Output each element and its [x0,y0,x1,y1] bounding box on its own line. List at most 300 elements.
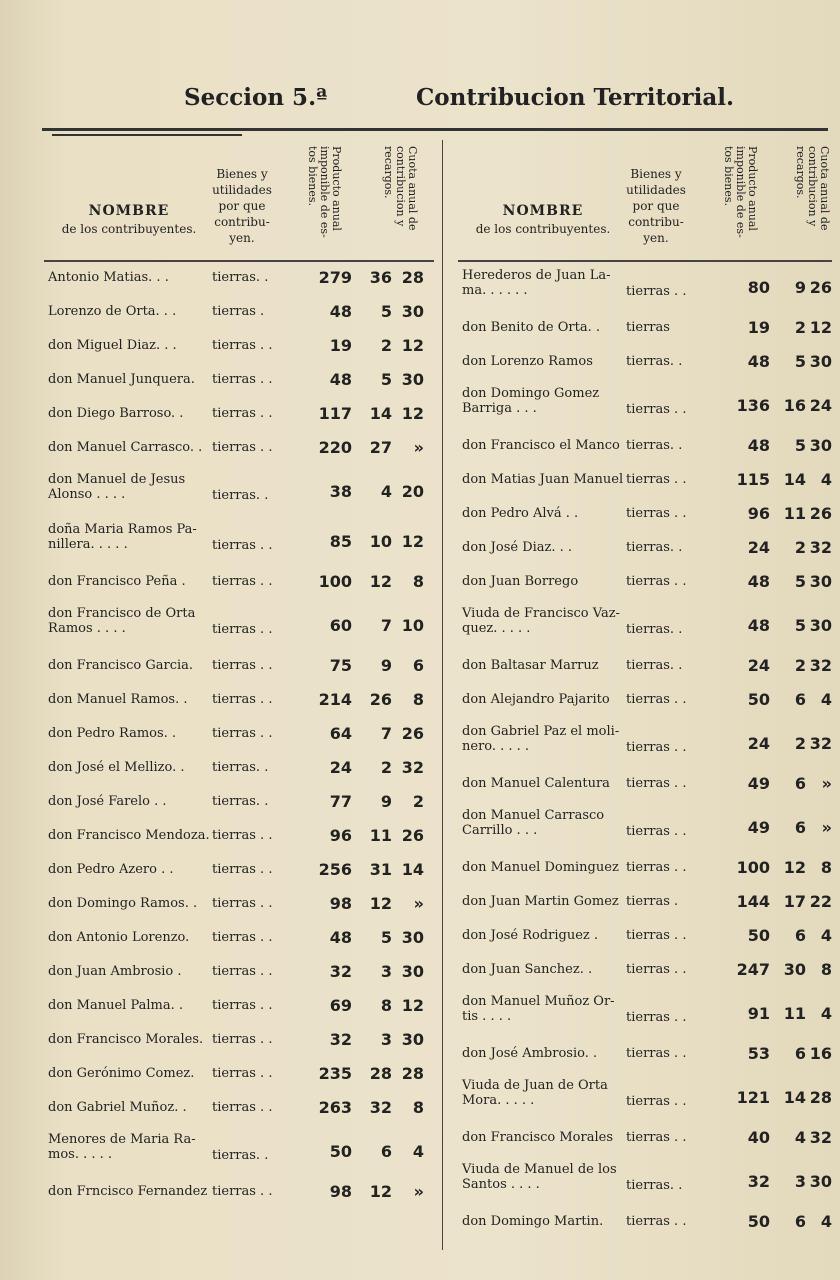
producto-value: 48 [747,572,770,591]
bienes-value: tierras . . [626,1214,687,1229]
cuota-reales: 31 [369,860,392,879]
bienes-value: tierras. . [626,658,683,673]
table-row [44,786,434,820]
table-row [44,364,434,398]
bienes-value: tierras . . [212,862,273,877]
bienes-value: tierras . . [212,1032,273,1047]
contributor-name: Menores de Maria Ra-mos. . . . . [48,1132,196,1162]
cuota-reales: 14 [783,1088,806,1107]
cuota-maravedis: » [821,774,832,793]
bienes-value: tierras . . [626,962,687,977]
table-row [44,330,434,364]
page-header [0,80,840,120]
contributor-name: don José Farelo . . [48,794,167,809]
cuota-reales: 8 [380,996,392,1015]
cuota-maravedis: 32 [401,758,424,777]
table-row [458,600,832,650]
header-cuota: Cuota anual de contribucion y recargos. [794,146,831,231]
producto-value: 64 [329,724,352,743]
cuota-reales: 6 [794,818,806,837]
producto-value: 214 [318,690,352,709]
producto-value: 98 [329,894,352,913]
header-nombre [458,202,628,238]
contributor-name: don José Rodriguez . [462,928,598,943]
header-producto: Producto anual imponible de es-tos bienes. [306,146,343,238]
table-row [458,430,832,464]
header-producto: Producto anual imponible de es-tos bienes. [722,146,759,238]
producto-value: 75 [329,656,352,675]
cuota-reales: 11 [783,504,806,523]
bienes-value: tierras . . [212,1066,273,1081]
bienes-value: tierras . . [212,1100,273,1115]
cuota-reales: 7 [380,724,392,743]
cuota-reales: 11 [783,1004,806,1023]
table-row [44,1092,434,1126]
cuota-maravedis: 4 [820,690,832,709]
bienes-value: tierras . . [212,828,273,843]
producto-value: 98 [329,1182,352,1201]
contributor-name: don Manuel de Jesus Alonso . . . . [48,472,186,502]
cuota-reales: 5 [794,572,806,591]
cuota-reales: 3 [380,1030,392,1049]
cuota-reales: 6 [794,1212,806,1231]
cuota-maravedis: 8 [412,1098,424,1117]
table-row [458,920,832,954]
table-row [44,888,434,922]
cuota-maravedis: 30 [809,352,832,371]
cuota-maravedis: 32 [809,538,832,557]
bienes-value: tierras. . [212,760,269,775]
cuota-maravedis: 28 [401,1064,424,1083]
producto-value: 144 [736,892,770,911]
table-row [44,432,434,466]
cuota-maravedis: 12 [809,318,832,337]
table-row [458,684,832,718]
contributor-name: don José Ambrosio. . [462,1046,598,1061]
cuota-maravedis: 26 [401,826,424,845]
producto-value: 235 [318,1064,352,1083]
contributor-name: don Alejandro Pajarito [462,692,610,707]
producto-value: 50 [747,1212,770,1231]
table-row [458,566,832,600]
cuota-maravedis: » [413,438,424,457]
cuota-reales: 2 [794,538,806,557]
table-row [458,380,832,430]
cuota-reales: 6 [794,1044,806,1063]
contributor-name: don Manuel Palma. . [48,998,183,1013]
contributor-name: don José Diaz. . . [462,540,573,555]
table-row [458,1206,832,1240]
producto-value: 32 [329,962,352,981]
cuota-reales: 14 [369,404,392,423]
table-row [44,398,434,432]
table-row [44,1024,434,1058]
producto-value: 24 [747,734,770,753]
cuota-maravedis: 12 [401,404,424,423]
bienes-value: tierras . . [212,998,273,1013]
cuota-maravedis: 32 [809,734,832,753]
cuota-reales: 14 [783,470,806,489]
header-nombre-sub: de los contribuyentes. [475,222,611,236]
left-rows [44,262,434,1210]
bienes-value: tierras. . [626,354,683,369]
cuota-maravedis: 26 [401,724,424,743]
bienes-value: tierras . [212,304,265,319]
producto-value: 117 [318,404,352,423]
cuota-maravedis: 4 [820,1004,832,1023]
cuota-reales: 2 [794,656,806,675]
table-row [44,684,434,718]
table-row [44,262,434,296]
bienes-value: tierras . . [212,964,273,979]
cuota-maravedis: 30 [809,572,832,591]
cuota-maravedis: 8 [412,572,424,591]
cuota-reales: 16 [783,396,806,415]
cuota-maravedis: 12 [401,532,424,551]
contributor-name: don Baltasar Marruz [462,658,599,673]
producto-value: 100 [318,572,352,591]
cuota-maravedis: 4 [820,1212,832,1231]
cuota-reales: 26 [369,690,392,709]
table-row [458,768,832,802]
contributor-name: don Francisco Garcia. [48,658,194,673]
cuota-reales: 17 [783,892,806,911]
producto-value: 48 [747,436,770,455]
contributor-name: Antonio Matias. . . [48,270,169,285]
bienes-value: tierras . . [626,740,687,755]
right-rows [458,262,832,1240]
cuota-maravedis: 26 [809,504,832,523]
cuota-reales: 12 [783,858,806,877]
cuota-reales: 4 [794,1128,806,1147]
bienes-value: tierras . . [626,1010,687,1025]
bienes-value: tierras . . [626,860,687,875]
contributor-name: don Gerónimo Comez. [48,1066,195,1081]
cuota-reales: 6 [794,690,806,709]
contributor-name: don Francisco Morales [462,1130,613,1145]
producto-value: 96 [329,826,352,845]
producto-value: 49 [747,774,770,793]
bienes-value: tierras . . [212,692,273,707]
table-header-left [44,140,434,262]
header-bienes: Bienes y utilidades por que contribu-yen. [626,167,686,245]
contributor-name: Viuda de Francisco Vaz-quez. . . . . [462,606,620,636]
producto-value: 50 [747,690,770,709]
bienes-value: tierras . . [626,284,687,299]
cuota-reales: 6 [794,774,806,793]
producto-value: 19 [747,318,770,337]
cuota-reales: 9 [380,656,392,675]
contributor-name: Lorenzo de Orta. . . [48,304,177,319]
table-row [458,262,832,312]
bienes-value: tierras . . [626,472,687,487]
cuota-reales: 10 [369,532,392,551]
cuota-reales: 36 [369,268,392,287]
header-nombre-sub: de los contribuyentes. [61,222,197,236]
bienes-value: tierras. . [212,488,269,503]
table-row [458,852,832,886]
cuota-maravedis: 12 [401,996,424,1015]
bienes-value: tierras . . [626,506,687,521]
bienes-value: tierras . . [212,538,273,553]
producto-value: 263 [318,1098,352,1117]
table-row [44,820,434,854]
table-row [458,312,832,346]
bienes-value: tierras . . [212,622,273,637]
cuota-maravedis: 30 [401,302,424,321]
contributor-name: don Juan Sanchez. . [462,962,593,977]
cuota-reales: 2 [794,318,806,337]
cuota-maravedis: » [413,894,424,913]
contributor-name: don Matias Juan Manuel [462,472,624,487]
left-column [44,140,434,1260]
contributor-name: don Pedro Ramos. . [48,726,177,741]
bienes-value: tierras. . [626,1178,683,1193]
cuota-reales: 30 [783,960,806,979]
producto-value: 77 [329,792,352,811]
cuota-maravedis: 30 [809,616,832,635]
contributor-name: don Domingo Martin. [462,1214,604,1229]
table-row [44,466,434,516]
table-row [44,854,434,888]
contributor-name: don Juan Martin Gomez [462,894,619,909]
table-row [458,346,832,380]
cuota-maravedis: 20 [401,482,424,501]
header-nombre-main: NOMBRE [88,203,170,219]
table-row [44,296,434,330]
contributor-name: doña Maria Ramos Pa-nillera. . . . . [48,522,197,552]
table-row [44,1058,434,1092]
top-rule-short [52,134,242,136]
cuota-reales: 11 [369,826,392,845]
table-row [44,516,434,566]
bienes-value: tierras. . [212,794,269,809]
producto-value: 85 [329,532,352,551]
producto-value: 38 [329,482,352,501]
contributor-name: don Juan Borrego [462,574,579,589]
cuota-reales: 5 [794,616,806,635]
cuota-maravedis: 4 [820,926,832,945]
producto-value: 32 [329,1030,352,1049]
bienes-value: tierras . . [626,574,687,589]
bienes-value: tierras . . [626,928,687,943]
bienes-value: tierras . . [212,1184,273,1199]
bienes-value: tierras. . [212,1148,269,1163]
table-row [458,718,832,768]
cuota-reales: 4 [380,482,392,501]
top-rule [42,128,828,131]
bienes-value: tierras . . [626,1094,687,1109]
table-row [44,990,434,1024]
contributor-name: don Domingo Ramos. . [48,896,198,911]
contributor-name: don Francisco el Manco [462,438,620,453]
producto-value: 60 [329,616,352,635]
producto-value: 24 [747,538,770,557]
producto-value: 69 [329,996,352,1015]
cuota-maravedis: 2 [412,792,424,811]
contributor-name: don Pedro Alvá . . [462,506,579,521]
bienes-value: tierras . . [212,930,273,945]
bienes-value: tierras . . [626,402,687,417]
cuota-reales: 2 [794,734,806,753]
cuota-reales: 12 [369,894,392,913]
bienes-value: tierras . . [212,338,273,353]
contributor-name: don Juan Ambrosio . [48,964,182,979]
bienes-value: tierras . . [626,1046,687,1061]
contributor-name: don Francisco Mendoza. [48,828,210,843]
producto-value: 50 [747,926,770,945]
cuota-maravedis: 30 [401,962,424,981]
bienes-value: tierras . . [626,1130,687,1145]
cuota-reales: 28 [369,1064,392,1083]
contributor-name: don Frncisco Fernandez [48,1184,208,1199]
cuota-maravedis: 14 [401,860,424,879]
contributor-name: don Manuel Ramos. . [48,692,188,707]
producto-value: 24 [329,758,352,777]
table-row [458,886,832,920]
producto-value: 48 [747,616,770,635]
table-row [458,1072,832,1122]
bienes-value: tierras [626,320,670,335]
contributor-name: don Manuel Carrasco. . [48,440,203,455]
producto-value: 100 [736,858,770,877]
cuota-maravedis: 22 [809,892,832,911]
contributor-name: don Francisco Peña . [48,574,186,589]
cuota-reales: 5 [380,370,392,389]
header-bienes: Bienes y utilidades por que contribu-yen. [212,167,272,245]
bienes-value: tierras . . [626,776,687,791]
contributor-name: Viuda de Juan de Orta Mora. . . . . [462,1078,608,1108]
cuota-reales: 7 [380,616,392,635]
column-separator [442,140,443,1250]
cuota-maravedis: 24 [809,396,832,415]
bienes-value: tierras . . [626,692,687,707]
contributor-name: don Lorenzo Ramos [462,354,593,369]
producto-value: 121 [736,1088,770,1107]
section-title: Seccion 5.ª [184,84,328,111]
cuota-reales: 3 [794,1172,806,1191]
cuota-maravedis: 8 [412,690,424,709]
header-cuota: Cuota anual de contribucion y recargos. [382,146,419,231]
bienes-value: tierras . . [212,406,273,421]
table-row [44,922,434,956]
contributor-name: don Manuel Carrasco Carrillo . . . [462,808,605,838]
contributor-name: don Pedro Azero . . [48,862,174,877]
cuota-maravedis: 8 [820,960,832,979]
cuota-reales: 6 [380,1142,392,1161]
table-row [44,718,434,752]
table-row [44,600,434,650]
table-row [44,752,434,786]
cuota-reales: 12 [369,1182,392,1201]
producto-value: 220 [318,438,352,457]
cuota-maravedis: 30 [401,928,424,947]
document-title: Contribucion Territorial. [416,84,735,111]
cuota-maravedis: 4 [820,470,832,489]
table-row [44,1126,434,1176]
table-row [44,1176,434,1210]
cuota-reales: 6 [794,926,806,945]
contributor-name: don Gabriel Muñoz. . [48,1100,187,1115]
producto-value: 96 [747,504,770,523]
bienes-value: tierras. . [626,540,683,555]
contributor-name: don José el Mellizo. . [48,760,185,775]
producto-value: 19 [329,336,352,355]
table-row [458,1156,832,1206]
cuota-maravedis: 28 [809,1088,832,1107]
cuota-maravedis: » [413,1182,424,1201]
producto-value: 136 [736,396,770,415]
cuota-maravedis: 32 [809,656,832,675]
producto-value: 49 [747,818,770,837]
table-row [44,566,434,600]
contributor-name: don Domingo Gomez Barriga . . . [462,386,600,416]
cuota-reales: 9 [380,792,392,811]
table-row [44,650,434,684]
producto-value: 80 [747,278,770,297]
cuota-maravedis: 30 [809,436,832,455]
bienes-value: tierras . . [626,824,687,839]
producto-value: 48 [329,302,352,321]
cuota-maravedis: 30 [809,1172,832,1191]
cuota-reales: 12 [369,572,392,591]
cuota-maravedis: 6 [412,656,424,675]
header-nombre [44,202,214,238]
cuota-maravedis: 32 [809,1128,832,1147]
producto-value: 32 [747,1172,770,1191]
bienes-value: tierras . [626,894,679,909]
cuota-reales: 3 [380,962,392,981]
cuota-maravedis: 26 [809,278,832,297]
cuota-maravedis: 30 [401,1030,424,1049]
producto-value: 40 [747,1128,770,1147]
table-row [458,532,832,566]
table-row [458,1038,832,1072]
contributor-name: don Francisco Morales. [48,1032,204,1047]
contributor-name: don Benito de Orta. . [462,320,601,335]
cuota-reales: 27 [369,438,392,457]
cuota-maravedis: 4 [412,1142,424,1161]
bienes-value: tierras. . [626,622,683,637]
bienes-value: tierras . . [212,726,273,741]
contributor-name: Herederos de Juan La-ma. . . . . . [462,268,611,298]
cuota-maravedis: 16 [809,1044,832,1063]
producto-value: 53 [747,1044,770,1063]
cuota-reales: 2 [380,758,392,777]
table-row [458,988,832,1038]
cuota-maravedis: 8 [820,858,832,877]
table-row [458,650,832,684]
contributor-name: don Antonio Lorenzo. [48,930,190,945]
bienes-value: tierras . . [212,658,273,673]
producto-value: 50 [329,1142,352,1161]
contributor-name: Viuda de Manuel de los Santos . . . . [462,1162,617,1192]
producto-value: 247 [736,960,770,979]
table-row [458,464,832,498]
producto-value: 48 [329,370,352,389]
contributor-name: don Manuel Calentura [462,776,610,791]
producto-value: 115 [736,470,770,489]
contributor-name: don Manuel Muñoz Or-tis . . . . [462,994,615,1024]
cuota-reales: 5 [380,302,392,321]
cuota-reales: 2 [380,336,392,355]
contributor-name: don Miguel Diaz. . . [48,338,177,353]
bienes-value: tierras. . [212,270,269,285]
table-row [458,802,832,852]
header-nombre-main: NOMBRE [502,203,584,219]
contributor-name: don Manuel Junquera. [48,372,195,387]
cuota-maravedis: 12 [401,336,424,355]
